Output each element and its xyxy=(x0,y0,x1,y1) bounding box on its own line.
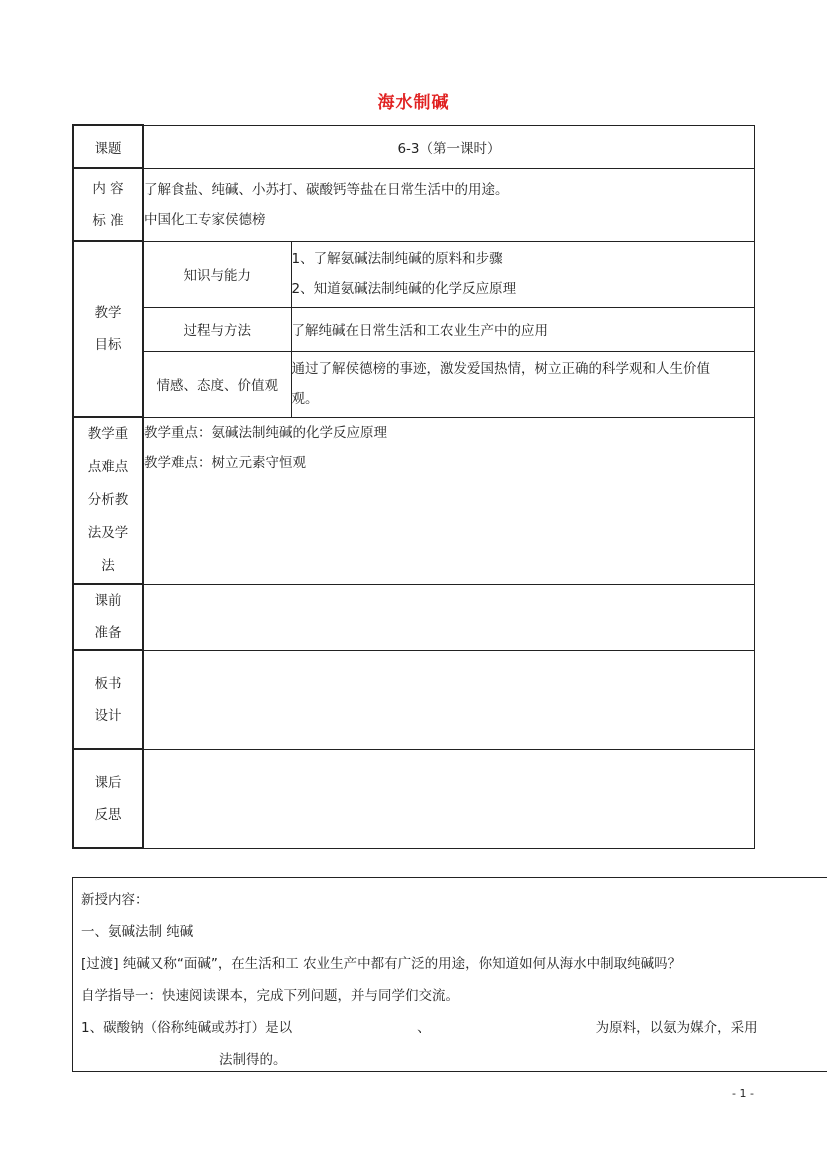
emotion-values: 通过了解侯德榜的事迹，激发爱国热情，树立正确的科学观和人生价值 观。 xyxy=(291,351,755,417)
label-content-standard: 内 容 标 准 xyxy=(73,168,143,241)
label-emotion-values: 情感、态度、价值观 xyxy=(143,351,291,417)
process-method: 了解纯碱在日常生活和工农业生产中的应用 xyxy=(291,307,755,351)
new-content-section xyxy=(72,877,827,1072)
board-design-cell xyxy=(143,650,755,749)
document-title: 海水制碱 xyxy=(377,93,450,113)
lesson-plan-table xyxy=(72,124,755,849)
label-process-method: 过程与方法 xyxy=(143,307,291,351)
label-preparation: 课前 准备 xyxy=(73,584,143,650)
preparation-cell xyxy=(143,584,755,650)
section-heading: 新授内容： xyxy=(81,892,149,908)
transition-text: [过渡] 纯碱又称“面碱”，在生活和工 农业生产中都有广泛的用途，你知道如何从海水中制取纯碱吗？ xyxy=(81,956,682,972)
question-1-cont: 法制得的。 xyxy=(219,1052,287,1068)
label-board-design: 板书 设计 xyxy=(73,650,143,749)
label-topic: 课题 xyxy=(73,125,143,168)
label-reflection: 课后 反思 xyxy=(73,749,143,848)
self-study-guide: 自学指导一：快速阅读课本，完成下列问题，并与同学们交流。 xyxy=(81,988,459,1004)
knowledge-ability: 1、了解氨碱法制纯碱的原料和步骤 2、知道氨碱法制纯碱的化学反应原理 xyxy=(291,241,755,307)
content-standard: 了解食盐、纯碱、小苏打、碳酸钙等盐在日常生活中的用途。 中国化工专家侯德榜 xyxy=(143,168,755,241)
question-1: 1、碳酸钠（俗称纯碱或苏打）是以 、 为原料，以氨为媒介，采用 xyxy=(81,1020,758,1036)
label-teaching-goals: 教学 目标 xyxy=(73,241,143,417)
label-knowledge-ability: 知识与能力 xyxy=(143,241,291,307)
reflection-cell xyxy=(143,749,755,848)
value-topic: 6-3（第一课时） xyxy=(143,125,755,168)
page-number: - 1 - xyxy=(732,1087,754,1100)
label-key-points: 教学重 点难点 分析教 法及学 法 xyxy=(73,417,143,584)
subsection-title: 一、氨碱法制 纯碱 xyxy=(81,924,194,940)
key-points: 教学重点：氨碱法制纯碱的化学反应原理 教学难点：树立元素守恒观 xyxy=(143,417,755,584)
